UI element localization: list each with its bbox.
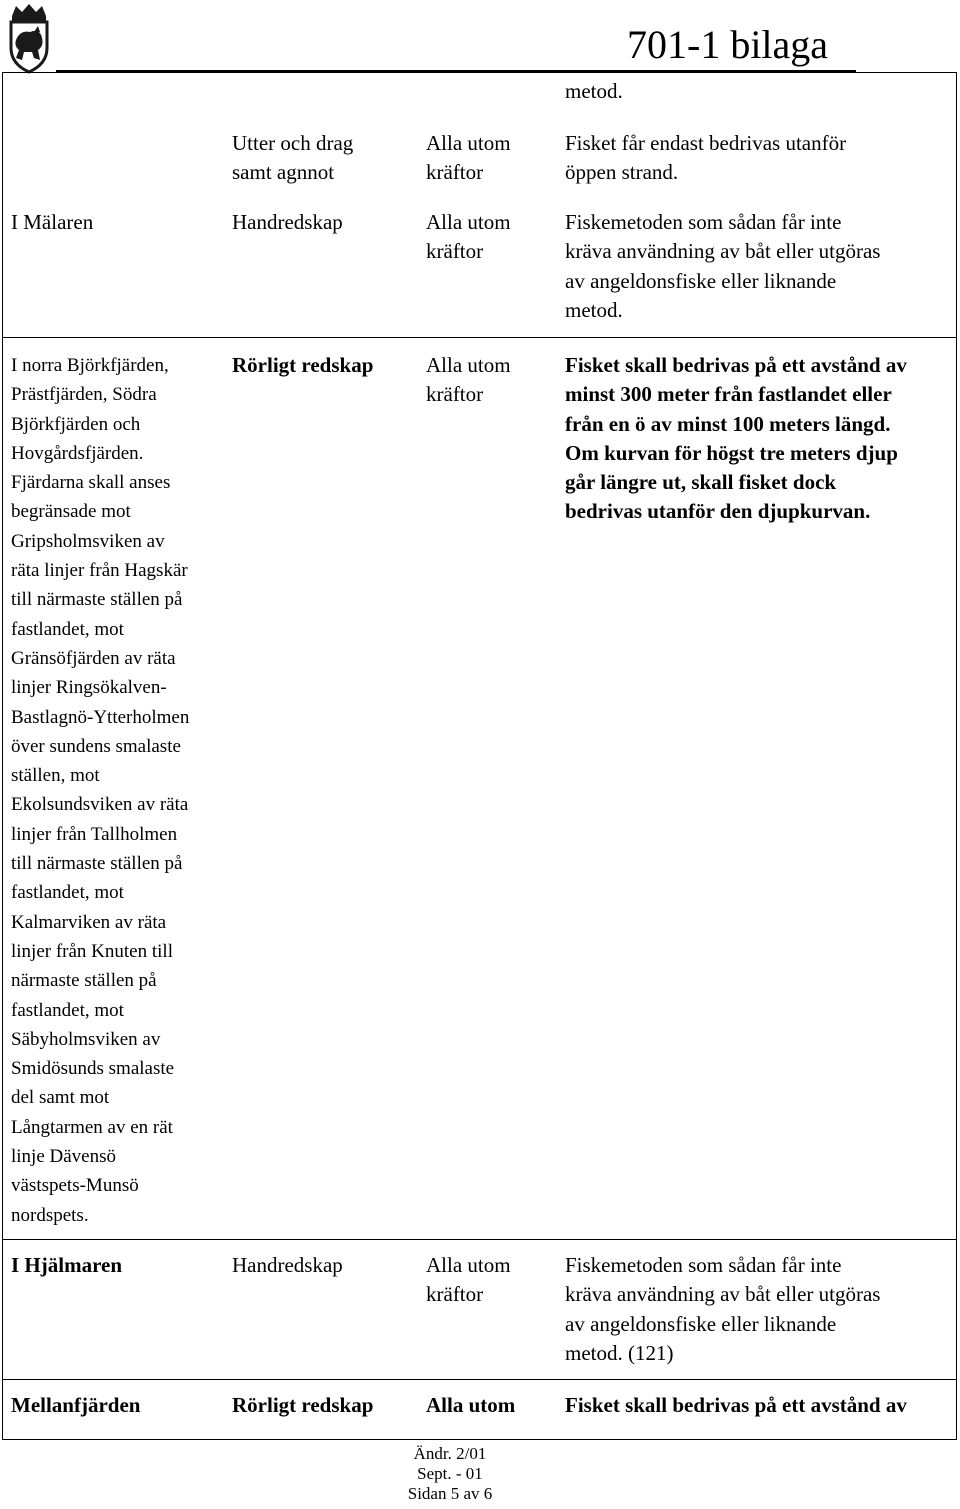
- gear-cell: Rörligt redskap: [232, 353, 374, 377]
- note-cell: Fisket skall bedrivas på ett avstånd av minst 300 meter från fastlandet eller från en ö av minst 100 meters längd. Om kurvan för högst tre meters djup går längre ut, skall fisket dock bedrivas utanför den djupkurvan.: [565, 353, 907, 524]
- gear-cell: Handredskap: [232, 1253, 343, 1277]
- species-cell: Alla utom kräftor: [426, 131, 511, 185]
- crest-logo: [4, 2, 54, 74]
- gear-cell: Utter och drag samt agnnot: [232, 131, 354, 185]
- note-cell: Fiskemetoden som sådan får inte kräva användning av båt eller utgöras av angeldonsfiske eller liknande metod.: [565, 210, 881, 322]
- document-number: 701-1 bilaga: [627, 22, 829, 67]
- note-cell: metod.: [565, 79, 623, 103]
- note-cell: Fisket får endast bedrivas utanför öppen strand.: [565, 131, 847, 185]
- gear-cell: Rörligt redskap: [232, 1393, 374, 1417]
- species-cell: Alla utom: [426, 1393, 516, 1417]
- note-cell: Fisket skall bedrivas på ett avstånd av: [565, 1393, 907, 1417]
- row-divider: [3, 1379, 956, 1380]
- species-cell: Alla utom kräftor: [426, 353, 511, 407]
- table-row: [3, 127, 956, 202]
- table-row: [3, 339, 956, 1239]
- species-cell: Alla utom kräftor: [426, 1253, 511, 1307]
- row-divider: [3, 1239, 956, 1240]
- footer-amendment: Ändr. 2/01: [413, 1444, 487, 1463]
- table-row: [3, 1381, 956, 1439]
- species-cell: Alla utom kräftor: [426, 210, 511, 264]
- gear-cell: Handredskap: [232, 210, 343, 234]
- area-cell: Mellanfjärden: [11, 1393, 141, 1417]
- area-cell: I norra Björkfjärden, Prästfjärden, Södra Björkfjärden och Hovgårdsfjärden. Fjärdarna skall anses begränsade mot Gripsholmsviken av räta linjer från Hagskär till närmaste ställen på fastlandet, mot Gränsöfjärden av räta linjer Ringsökalven- Bastlagnö-Ytterholmen över sundens smalaste ställen, mot Ekolsundsviken av räta linjer från Tallholmen till närmaste ställen på fastlandet, mot Kalmarviken av räta linjer från Knuten till närmaste ställen på fastlandet, mot Säbyholmsviken av Smidösunds smalaste del samt mot Långtarmen av en rät linje Dävensö västspets-Munsö nordspets.: [11, 355, 190, 1226]
- table-row: [3, 1241, 956, 1376]
- table-row: [3, 73, 956, 127]
- page-footer: [380, 1444, 520, 1504]
- footer-page-number: Sidan 5 av 6: [407, 1484, 493, 1503]
- note-cell: Fiskemetoden som sådan får inte kräva användning av båt eller utgöras av angeldonsfiske eller liknande metod. (121): [565, 1253, 881, 1365]
- row-divider: [3, 337, 956, 338]
- footer-date: Sept. - 01: [417, 1464, 483, 1483]
- area-cell: I Hjälmaren: [11, 1253, 123, 1277]
- regulation-table: [2, 72, 957, 1440]
- area-cell: I Mälaren: [11, 210, 94, 234]
